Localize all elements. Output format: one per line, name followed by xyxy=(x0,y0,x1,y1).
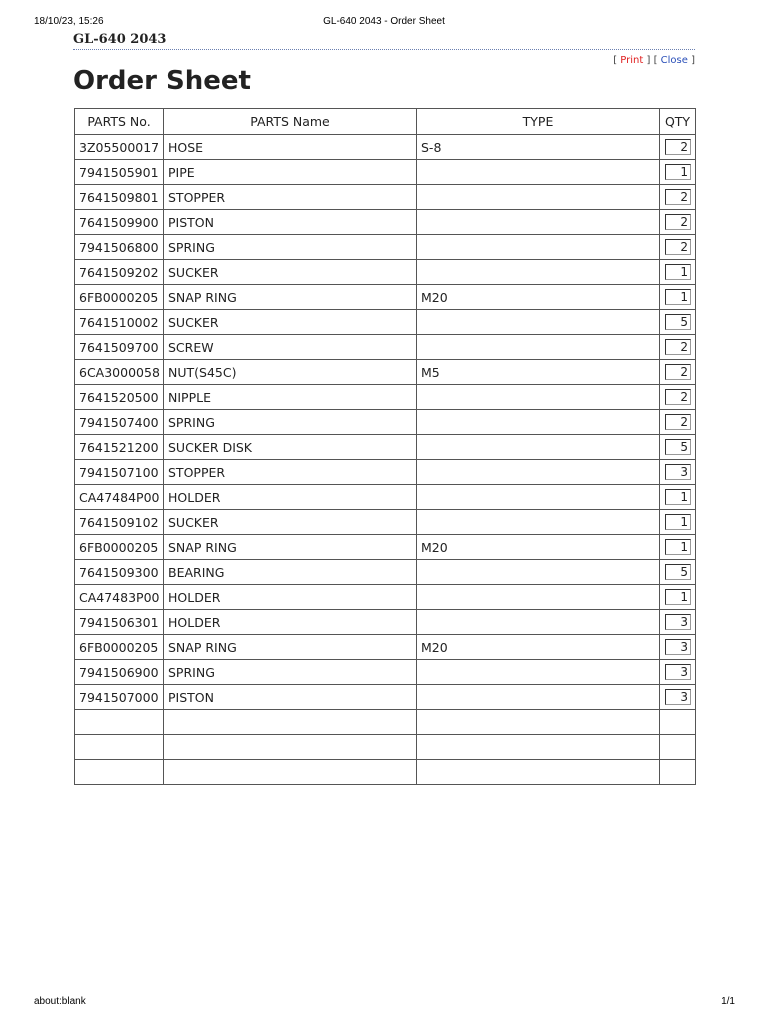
empty-row xyxy=(75,735,696,760)
cell-parts-name: PISTON xyxy=(164,210,417,235)
cell-qty xyxy=(660,285,696,310)
cell-type: M20 xyxy=(417,535,660,560)
cell-type xyxy=(417,260,660,285)
cell-type: M20 xyxy=(417,635,660,660)
table-row xyxy=(75,185,696,210)
cell-parts-no: 6CA3000058 xyxy=(75,360,164,385)
header-parts-no: PARTS No. xyxy=(75,109,164,135)
cell-type xyxy=(417,510,660,535)
qty-input[interactable]: 1 xyxy=(665,514,691,530)
print-header xyxy=(0,16,768,30)
empty-cell xyxy=(164,735,417,760)
qty-input[interactable]: 1 xyxy=(665,289,691,305)
cell-parts-name: HOSE xyxy=(164,135,417,160)
cell-parts-no: 7941507000 xyxy=(75,685,164,710)
qty-input[interactable]: 5 xyxy=(665,439,691,455)
table-row xyxy=(75,610,696,635)
qty-input[interactable]: 5 xyxy=(665,564,691,580)
cell-qty xyxy=(660,335,696,360)
page-title: Order Sheet xyxy=(73,66,251,96)
cell-type: M20 xyxy=(417,285,660,310)
cell-parts-name: HOLDER xyxy=(164,485,417,510)
table-row xyxy=(75,635,696,660)
table-row xyxy=(75,310,696,335)
cell-parts-name: HOLDER xyxy=(164,610,417,635)
qty-input[interactable]: 1 xyxy=(665,589,691,605)
cell-qty xyxy=(660,560,696,585)
bracket-close: ] [ xyxy=(643,55,661,66)
cell-parts-name: STOPPER xyxy=(164,460,417,485)
cell-parts-name: NUT(S45C) xyxy=(164,360,417,385)
table-row xyxy=(75,435,696,460)
cell-parts-no: 7641510002 xyxy=(75,310,164,335)
table-row xyxy=(75,160,696,185)
qty-input[interactable]: 2 xyxy=(665,364,691,380)
empty-cell xyxy=(660,710,696,735)
cell-parts-name: SUCKER xyxy=(164,310,417,335)
cell-parts-no: 7641509801 xyxy=(75,185,164,210)
qty-input[interactable]: 1 xyxy=(665,164,691,180)
cell-qty xyxy=(660,435,696,460)
cell-qty xyxy=(660,235,696,260)
cell-qty xyxy=(660,610,696,635)
table-row xyxy=(75,560,696,585)
qty-input[interactable]: 2 xyxy=(665,214,691,230)
cell-parts-no: 6FB0000205 xyxy=(75,285,164,310)
cell-type xyxy=(417,160,660,185)
table-row xyxy=(75,460,696,485)
dotted-divider xyxy=(73,49,695,50)
table-row xyxy=(75,135,696,160)
cell-type xyxy=(417,685,660,710)
print-date: 18/10/23, 15:26 xyxy=(34,16,104,27)
table-row xyxy=(75,210,696,235)
header-type: TYPE xyxy=(417,109,660,135)
close-link[interactable]: Close xyxy=(660,55,688,66)
table-header-row xyxy=(75,109,696,135)
qty-input[interactable]: 2 xyxy=(665,239,691,255)
table-row xyxy=(75,285,696,310)
qty-input[interactable]: 3 xyxy=(665,664,691,680)
qty-input[interactable]: 2 xyxy=(665,339,691,355)
cell-parts-name: SNAP RING xyxy=(164,635,417,660)
cell-type xyxy=(417,660,660,685)
cell-parts-no: 7641509300 xyxy=(75,560,164,585)
empty-cell xyxy=(75,710,164,735)
cell-parts-no: 7941506800 xyxy=(75,235,164,260)
qty-input[interactable]: 3 xyxy=(665,639,691,655)
cell-type xyxy=(417,235,660,260)
cell-parts-no: 7641520500 xyxy=(75,385,164,410)
cell-parts-name: SPRING xyxy=(164,660,417,685)
cell-parts-no: 7941507100 xyxy=(75,460,164,485)
print-url: about:blank xyxy=(34,996,86,1007)
cell-qty xyxy=(660,160,696,185)
empty-cell xyxy=(660,760,696,785)
cell-qty xyxy=(660,510,696,535)
cell-parts-no: 7641509700 xyxy=(75,335,164,360)
cell-type xyxy=(417,210,660,235)
cell-parts-no: 6FB0000205 xyxy=(75,635,164,660)
cell-parts-no: 7641509102 xyxy=(75,510,164,535)
cell-parts-no: CA47484P00 xyxy=(75,485,164,510)
qty-input[interactable]: 2 xyxy=(665,139,691,155)
table-row xyxy=(75,235,696,260)
cell-type xyxy=(417,410,660,435)
empty-cell xyxy=(75,735,164,760)
cell-type xyxy=(417,185,660,210)
cell-qty xyxy=(660,635,696,660)
cell-parts-name: SNAP RING xyxy=(164,285,417,310)
qty-input[interactable]: 1 xyxy=(665,539,691,555)
cell-qty xyxy=(660,460,696,485)
cell-parts-no: 7941507400 xyxy=(75,410,164,435)
model-title: GL-640 2043 xyxy=(73,32,167,47)
table-row xyxy=(75,510,696,535)
cell-qty xyxy=(660,410,696,435)
empty-row xyxy=(75,710,696,735)
qty-input[interactable]: 1 xyxy=(665,489,691,505)
table-row xyxy=(75,410,696,435)
table-row xyxy=(75,660,696,685)
cell-qty xyxy=(660,485,696,510)
empty-row xyxy=(75,760,696,785)
cell-parts-name: SPRING xyxy=(164,235,417,260)
cell-type xyxy=(417,435,660,460)
cell-type xyxy=(417,385,660,410)
cell-qty xyxy=(660,535,696,560)
cell-parts-no: 7941506900 xyxy=(75,660,164,685)
cell-type xyxy=(417,460,660,485)
empty-cell xyxy=(660,735,696,760)
cell-type xyxy=(417,310,660,335)
cell-type: S-8 xyxy=(417,135,660,160)
cell-parts-no: 6FB0000205 xyxy=(75,535,164,560)
qty-input[interactable]: 1 xyxy=(665,264,691,280)
cell-type xyxy=(417,560,660,585)
cell-parts-no: 7941506301 xyxy=(75,610,164,635)
cell-parts-no: 7641509202 xyxy=(75,260,164,285)
cell-qty xyxy=(660,385,696,410)
table-body xyxy=(75,135,696,785)
cell-qty xyxy=(660,210,696,235)
cell-type: M5 xyxy=(417,360,660,385)
table-row xyxy=(75,385,696,410)
header-parts-name: PARTS Name xyxy=(164,109,417,135)
cell-qty xyxy=(660,185,696,210)
cell-type xyxy=(417,335,660,360)
cell-parts-name: PISTON xyxy=(164,685,417,710)
cell-parts-name: SUCKER DISK xyxy=(164,435,417,460)
header-qty: QTY xyxy=(660,109,696,135)
empty-cell xyxy=(417,710,660,735)
page-number: 1/1 xyxy=(721,996,735,1007)
table-row xyxy=(75,485,696,510)
cell-parts-no: 3Z05500017 xyxy=(75,135,164,160)
qty-input[interactable]: 2 xyxy=(665,414,691,430)
table-row xyxy=(75,260,696,285)
table-row xyxy=(75,535,696,560)
empty-cell xyxy=(417,735,660,760)
cell-type xyxy=(417,585,660,610)
qty-input[interactable]: 5 xyxy=(665,314,691,330)
qty-input[interactable]: 3 xyxy=(665,614,691,630)
print-link[interactable]: Print xyxy=(620,55,644,66)
cell-qty xyxy=(660,360,696,385)
cell-parts-name: SUCKER xyxy=(164,260,417,285)
empty-cell xyxy=(417,760,660,785)
cell-parts-name: SUCKER xyxy=(164,510,417,535)
table-row xyxy=(75,360,696,385)
table-row xyxy=(75,335,696,360)
cell-parts-name: BEARING xyxy=(164,560,417,585)
cell-qty xyxy=(660,660,696,685)
table-row xyxy=(75,685,696,710)
cell-parts-no: 7641521200 xyxy=(75,435,164,460)
order-table xyxy=(74,108,696,785)
cell-parts-name: PIPE xyxy=(164,160,417,185)
cell-qty xyxy=(660,260,696,285)
cell-parts-name: SNAP RING xyxy=(164,535,417,560)
empty-cell xyxy=(164,760,417,785)
qty-input[interactable]: 3 xyxy=(665,464,691,480)
qty-input[interactable]: 2 xyxy=(665,189,691,205)
cell-parts-no: 7941505901 xyxy=(75,160,164,185)
print-footer xyxy=(0,996,768,1010)
qty-input[interactable]: 2 xyxy=(665,389,691,405)
cell-parts-no: 7641509900 xyxy=(75,210,164,235)
cell-type xyxy=(417,610,660,635)
bracket-open: [ xyxy=(613,55,621,66)
table-row xyxy=(75,585,696,610)
empty-cell xyxy=(75,760,164,785)
print-title: GL-640 2043 - Order Sheet xyxy=(323,16,445,27)
cell-parts-name: NIPPLE xyxy=(164,385,417,410)
qty-input[interactable]: 3 xyxy=(665,689,691,705)
cell-parts-name: SCREW xyxy=(164,335,417,360)
cell-parts-no: CA47483P00 xyxy=(75,585,164,610)
cell-qty xyxy=(660,310,696,335)
cell-parts-name: HOLDER xyxy=(164,585,417,610)
bracket-close: ] xyxy=(687,55,695,66)
cell-parts-name: SPRING xyxy=(164,410,417,435)
cell-parts-name: STOPPER xyxy=(164,185,417,210)
cell-qty xyxy=(660,685,696,710)
action-links xyxy=(613,55,695,66)
empty-cell xyxy=(164,710,417,735)
cell-qty xyxy=(660,585,696,610)
cell-qty xyxy=(660,135,696,160)
cell-type xyxy=(417,485,660,510)
